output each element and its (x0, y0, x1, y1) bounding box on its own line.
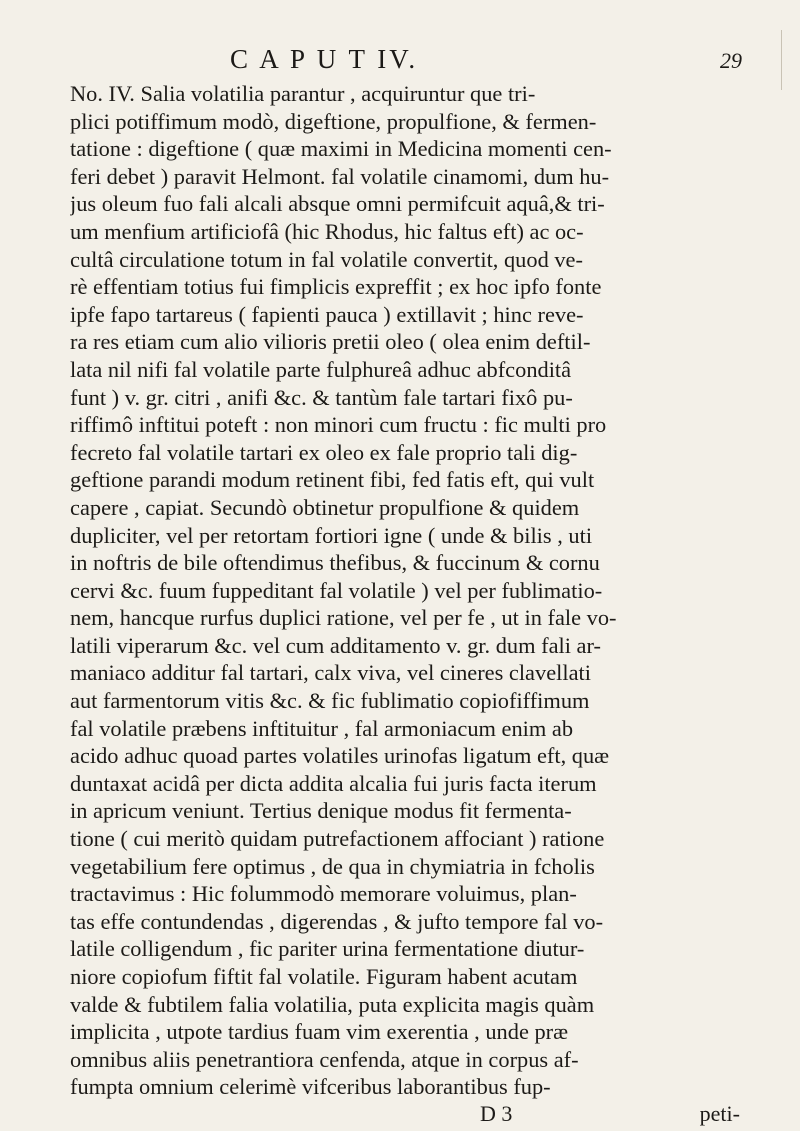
margin-mark (781, 30, 794, 90)
text-line: aut farmentorum vitis &c. & fic fublimatio copiofiffimum (70, 688, 590, 714)
running-header (70, 40, 770, 80)
text-line: cervi &c. fuum fuppeditant fal volatile ) vel per fublimatio- (70, 577, 603, 603)
text-line: tatione : digeftione ( quæ maximi in Medicina momenti cen- (70, 136, 612, 162)
text-line: tas effe contundendas , digerendas , & jufto tempore fal vo- (70, 908, 604, 934)
text-line: No. IV. Salia volatilia parantur , acquiruntur que tri- (70, 81, 536, 106)
text-line: ra res etiam cum alio vilioris pretii oleo ( olea enim deftil- (70, 329, 591, 355)
running-title: C A P U T IV. (230, 44, 419, 74)
text-line: implicita , utpote tardius fuam vim exerentia , unde præ (70, 1019, 569, 1045)
text-line: in apricum veniunt. Tertius denique modus fit fermenta- (70, 798, 572, 824)
text-line: latile colligendum , fic pariter urina fermentatione diutur- (70, 936, 585, 962)
text-line: rè effentiam totius fui fimplicis expreffit ; ex hoc ipfo fonte (70, 274, 602, 300)
text-line: fecreto fal volatile tartari ex oleo ex fale proprio tali dig- (70, 439, 578, 465)
text-line: geftione parandi modum retinent fibi, fed fatis eft, qui vult (70, 467, 595, 493)
text-line: plici potiffimum modò, digeftione, propulfione, & fermen- (70, 108, 597, 134)
text-line: dupliciter, vel per retortam fortiori igne ( unde & bilis , uti (70, 522, 593, 548)
text-line: feri debet ) paravit Helmont. fal volatile cinamomi, dum hu- (70, 163, 610, 189)
text-line: tractavimus : Hic folummodò memorare voluimus, plan- (70, 881, 577, 907)
text-line: tione ( cui meritò quidam putrefactionem affociant ) ratione (70, 826, 605, 852)
catchword: peti- (699, 1100, 740, 1126)
text-line: duntaxat acidâ per dicta addita alcalia fui juris facta iterum (70, 770, 597, 796)
text-line: cultâ circulatione totum in fal volatile convertit, quod ve- (70, 246, 583, 272)
page-number: 29 (720, 48, 742, 73)
text-line: lata nil nifi fal volatile parte fulphureâ adhuc abfconditâ (70, 356, 572, 382)
text-line: um menfium artificiofâ (hic Rhodus, hic faltus eft) ac oc- (70, 218, 584, 244)
signature-mark: D 3 (480, 1100, 513, 1126)
body-text (70, 80, 770, 1101)
text-line: funt ) v. gr. citri , anifi &c. & tantùm fale tartari fixô pu- (70, 384, 573, 410)
text-line: valde & fubtilem falia volatilia, puta explicita magis quàm (70, 991, 595, 1017)
text-line: maniaco additur fal tartari, calx viva, vel cineres clavellati (70, 660, 591, 686)
text-line: in noftris de bile oftendimus thefibus, & fuccinum & cornu (70, 550, 600, 576)
text-line: jus oleum fuo fali alcali absque omni permifcuit aquâ,& tri- (70, 191, 605, 217)
page-footer (70, 1101, 770, 1131)
text-line: capere , capiat. Secundò obtinetur propulfione & quidem (70, 494, 580, 520)
text-line: latili viperarum &c. vel cum additamento v. gr. dum fali ar- (70, 632, 601, 658)
text-line: vegetabilium fere optimus , de qua in chymiatria in fcholis (70, 853, 595, 879)
text-line: omnibus aliis penetrantiora cenfenda, atque in corpus af- (70, 1046, 579, 1072)
text-line: ipfe fapo tartareus ( fapienti pauca ) extillavit ; hinc reve- (70, 301, 584, 327)
text-line: fumpta omnium celerimè vifceribus laborantibus fup- (70, 1074, 551, 1100)
text-line: fal volatile præbens inftituitur , fal armoniacum enim ab (70, 715, 574, 741)
text-line: nem, hancque rurfus duplici ratione, vel per fe , ut in fale vo- (70, 605, 617, 631)
text-line: acido adhuc quoad partes volatiles urinofas ligatum eft, quæ (70, 743, 610, 769)
text-line: niore copiofum fiftit fal volatile. Figuram habent acutam (70, 964, 578, 989)
text-line: riffimô inftitui poteft : non minori cum fructu : fic multi pro (70, 412, 607, 438)
